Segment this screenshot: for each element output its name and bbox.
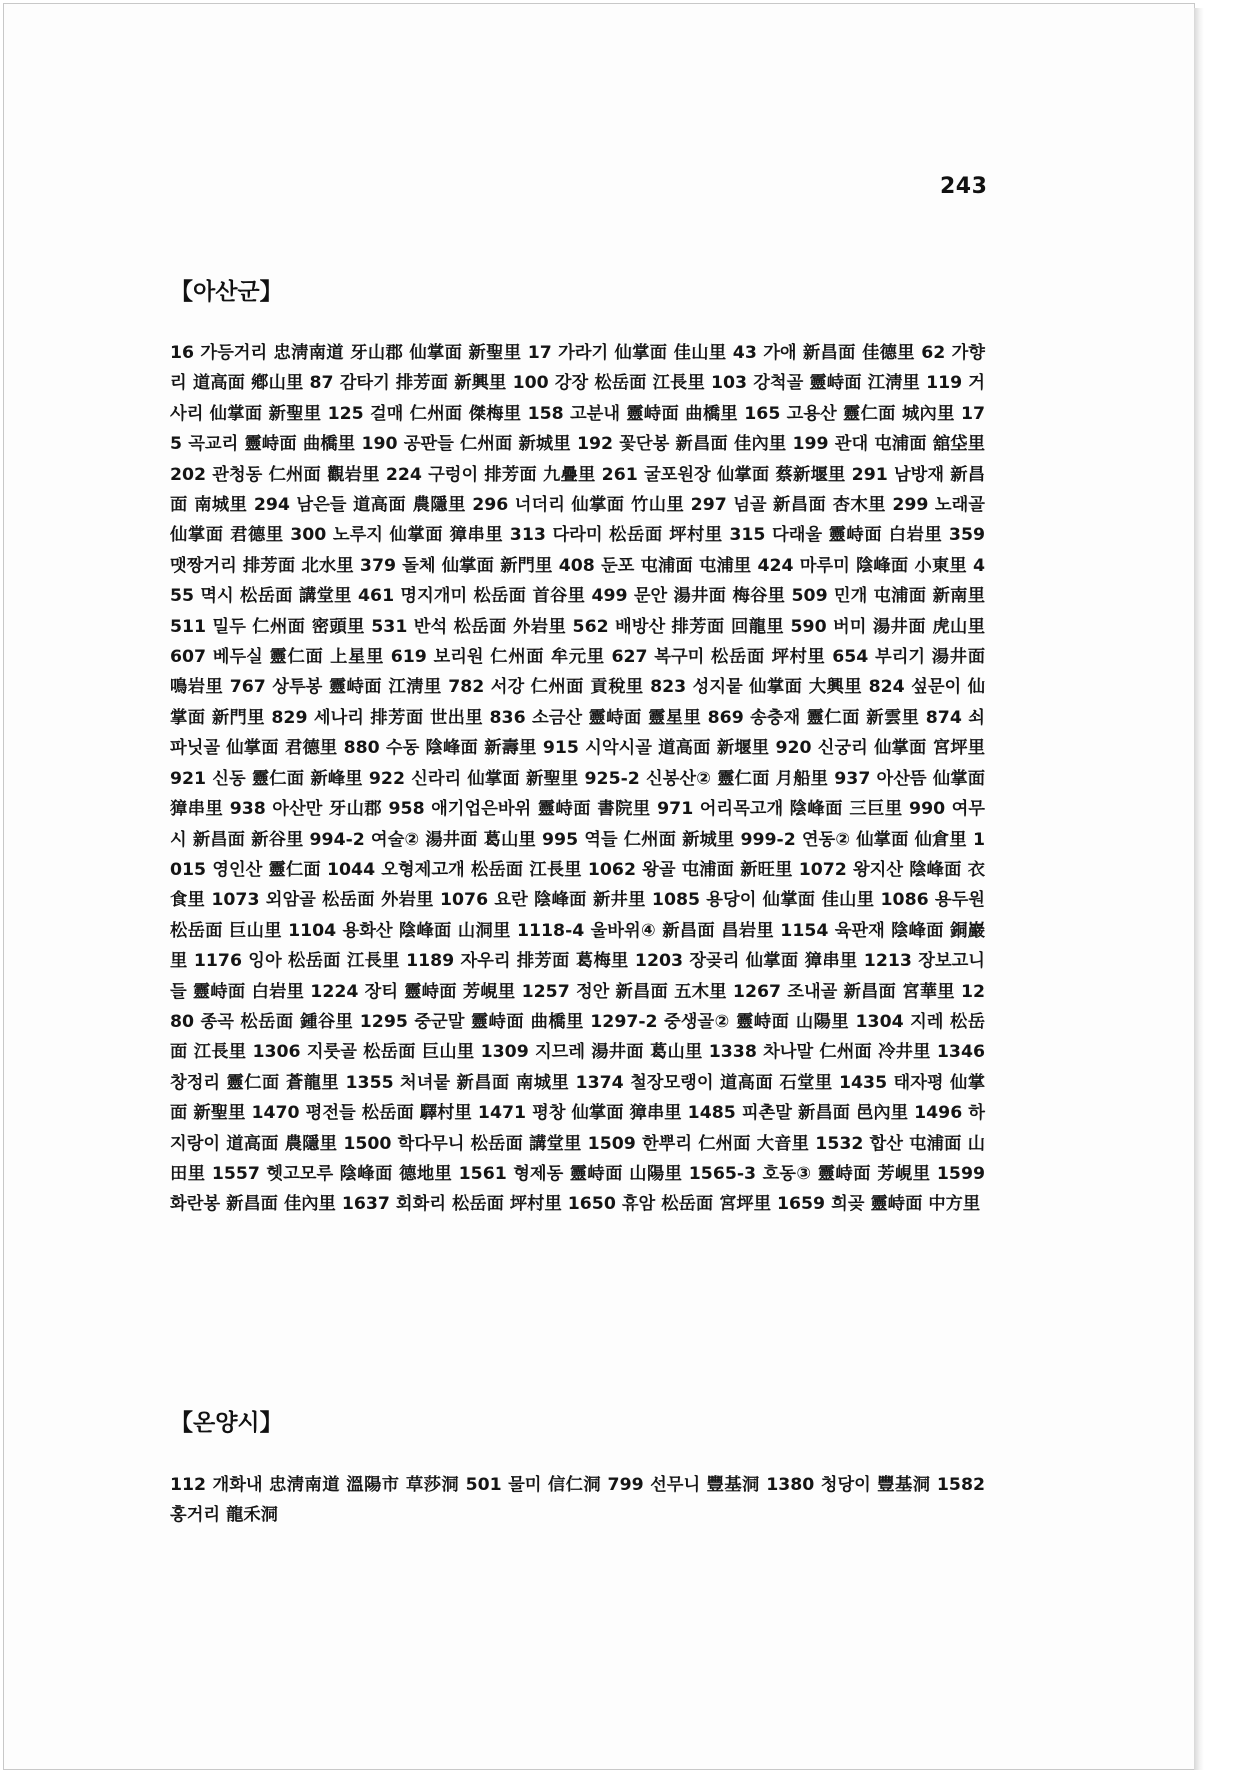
section-body-asan: 16 가등거리 忠淸南道 牙山郡 仙掌面 新聖里 17 가라기 仙掌面 佳山里 43 가애 新昌面 佳德里 62 가향리 道高面 鄕山里 87 감타기 排芳面 新興里 100 강장 松岳面 江長里 103 강척골 靈峙面 江淸里 119 거사리 仙掌面 新聖里 125 걸매 仁州面 傑梅里 158 고분내 靈峙面 曲橋里 165 고용산 靈仁面 城內里 175 곡교리 靈峙面 曲橋里 190 공판들 仁州面 新城里 192 꽃단봉 新昌面 佳內里 199 관대 屯浦面 舘垈里 202 관청동 仁州面 觀岩里 224 구렁이 排芳面 九疊里 261 굴포원장 仙掌面 蔡新堰里 291 남방재 新昌面 南城里 294 남은들 道高面 農隱里 296 너더리 仙掌面 竹山里 297 넘골 新昌面 杏木里 299 노래골 仙掌面 君德里 300 노루지 仙掌面 獐串里 313 다라미 松岳面 坪村里 315 다래울 靈峙面 白岩里 359 맷짱거리 排芳面 北水里 379 돌체 仙掌面 新門里 408 둔포 屯浦面 屯浦里 424 마루미 陰峰面 小東里 455 멱시 松岳面 講堂里 461 명지개미 松岳面 首谷里 499 문안 湯井面 梅谷里 509 민개 屯浦面 新南里 511 밀두 仁州面 密頭里 531 반석 松岳面 外岩里 562 배방산 排芳面 回龍里 590 버미 湯井面 虎山里 607 베두실 靈仁面 上星里 619 보리원 仁州面 牟元里 627 복구미 松岳面 坪村里 654 부리기 湯井面 鳴岩里 767 상투봉 靈峙面 江淸里 782 서강 仁州面 貢稅里 823 성지뭍 仙掌面 大興里 824 섶문이 仙掌面 新門里 829 세나리 排芳面 世出里 836 소금산 靈峙面 靈星里 869 송충재 靈仁面 新雲里 874 쇠파닛골 仙掌面 君德里 880 수동 陰峰面 新壽里 915 시악시골 道高面 新堰里 920 신궁리 仙掌面 宮坪里 921 신동 靈仁面 新峰里 922 신라리 仙掌面 新聖里 925-2 신봉산② 靈仁面 月船里 937 아산뜸 仙掌面 獐串里 938 아산만 牙山郡 958 애기업은바위 靈峙面 書院里 971 어리목고개 陰峰面 三巨里 990 여무시 新昌面 新谷里 994-2 여술② 湯井面 葛山里 995 역들 仁州面 新城里 999-2 연동② 仙掌面 仙倉里 1015 영인산 靈仁面 1044 오형제고개 松岳面 江長里 1062 왕골 屯浦面 新旺里 1072 왕지산 陰峰面 衣食里 1073 외암골 松岳面 外岩里 1076 요란 陰峰面 新井里 1085 용당이 仙掌面 佳山里 1086 용두원 松岳面 巨山里 1104 용화산 陰峰面 山洞里 1118-4 울바위④ 新昌面 昌岩里 1154 육판재 陰峰面 銅巖里 1176 잉아 松岳面 江長里 1189 자우리 排芳面 葛梅里 1203 장곶리 仙掌面 獐串里 1213 장보고니들 靈峙面 白岩里 1224 장티 靈峙面 芳峴里 1257 정안 新昌面 五木里 1267 조내골 新昌面 宮華里 1280 종곡 松岳面 鍾谷里 1295 중군말 靈峙面 曲橋里 1297-2 중생골② 靈峙面 山陽里 1304 지레 松岳面 江長里 1306 지룻골 松岳面 巨山里 1309 지므레 湯井面 葛山里 1338 차나말 仁州面 冷井里 1346 창정리 靈仁面 蒼龍里 1355 처녀뭍 新昌面 南城里 1374 철장모랭이 道高面 石堂里 1435 태자평 仙掌面 新聖里 1470 평전들 松岳面 驛村里 1471 평창 仙掌面 獐串里 1485 피촌말 新昌面 邑內里 1496 하지랑이 道高面 農隱里 1500 학다무니 松岳面 講堂里 1509 한뿌리 仁州面 大音里 1532 합산 屯浦面 山田里 1557 헷고모루 陰峰面 德地里 1561 형제동 靈峙面 山陽里 1565-3 호동③ 靈峙面 芳峴里 1599 화란봉 新昌面 佳內里 1637 회화리 松岳面 坪村里 1650 휴암 松岳面 宮坪里 1659 희곶 靈峙面 中方里 — [170, 343, 985, 1215]
page-edge-shadow — [1194, 8, 1204, 1770]
section-heading-asan: 【아산군】 — [170, 279, 283, 305]
section-heading-onyang: 【온양시】 — [170, 1410, 283, 1436]
section-body-onyang: 112 개화내 忠淸南道 溫陽市 草莎洞 501 물미 信仁洞 799 선무니 豐基洞 1380 청당이 豐基洞 1582 홍거리 龍禾洞 — [170, 1475, 985, 1526]
page-number: 243 — [940, 174, 988, 199]
